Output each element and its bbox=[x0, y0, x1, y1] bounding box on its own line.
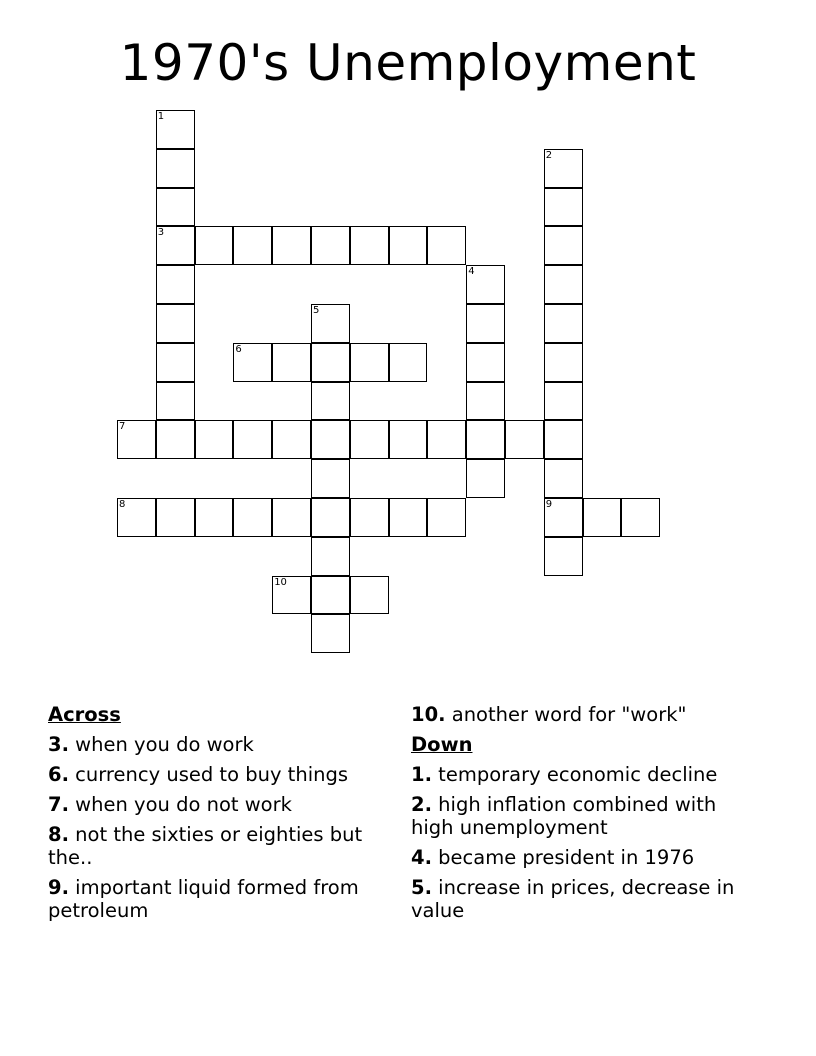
grid-cell[interactable] bbox=[466, 343, 505, 382]
grid-cell[interactable] bbox=[233, 498, 272, 537]
grid-cell[interactable] bbox=[156, 382, 195, 421]
grid-cell[interactable] bbox=[117, 498, 156, 537]
puzzle-title: 1970's Unemployment bbox=[119, 34, 697, 92]
grid-cell[interactable] bbox=[389, 226, 428, 265]
grid-cell[interactable] bbox=[311, 382, 350, 421]
grid-cell[interactable] bbox=[544, 382, 583, 421]
grid-cell[interactable] bbox=[156, 149, 195, 188]
clue-item-text: not the sixties or eighties but the.. bbox=[48, 823, 363, 869]
grid-cell[interactable] bbox=[156, 420, 195, 459]
grid-cell[interactable] bbox=[544, 149, 583, 188]
down-clue-list bbox=[411, 763, 751, 922]
grid-cell[interactable] bbox=[233, 343, 272, 382]
clue-item bbox=[48, 876, 378, 922]
clue-item-number: 1. bbox=[411, 763, 432, 786]
grid-cell[interactable] bbox=[195, 226, 234, 265]
grid-cell[interactable] bbox=[233, 226, 272, 265]
across-heading: Across bbox=[48, 703, 121, 726]
clue-item bbox=[48, 793, 378, 816]
grid-cell[interactable] bbox=[505, 420, 544, 459]
grid-cell[interactable] bbox=[272, 498, 311, 537]
clue-item-text: currency used to buy things bbox=[68, 763, 349, 786]
clue-item-number: 4. bbox=[411, 846, 432, 869]
grid-cell[interactable] bbox=[195, 498, 234, 537]
clue-item bbox=[48, 763, 378, 786]
grid-cell[interactable] bbox=[621, 498, 660, 537]
clue-item-text: another word for "work" bbox=[445, 703, 687, 726]
clue-item-number: 3. bbox=[48, 733, 69, 756]
grid-cell[interactable] bbox=[466, 265, 505, 304]
grid-cell[interactable] bbox=[544, 304, 583, 343]
clue-item bbox=[411, 703, 751, 726]
grid-cell[interactable] bbox=[350, 420, 389, 459]
grid-cell[interactable] bbox=[311, 614, 350, 653]
clue-item-number: 6. bbox=[48, 763, 69, 786]
clue-item-text: became president in 1976 bbox=[431, 846, 695, 869]
grid-cell[interactable] bbox=[389, 343, 428, 382]
grid-cell[interactable] bbox=[544, 537, 583, 576]
clue-item-text: temporary economic decline bbox=[431, 763, 718, 786]
across-clue-list-continued bbox=[411, 703, 751, 726]
grid-cell[interactable] bbox=[311, 226, 350, 265]
clue-number: 5 bbox=[313, 305, 320, 316]
grid-cell[interactable] bbox=[544, 420, 583, 459]
grid-cell[interactable] bbox=[544, 226, 583, 265]
clue-item bbox=[48, 823, 378, 869]
clue-item bbox=[411, 876, 751, 922]
clue-item-number: 5. bbox=[411, 876, 432, 899]
grid-cell[interactable] bbox=[544, 498, 583, 537]
grid-cell[interactable] bbox=[466, 459, 505, 498]
grid-cell[interactable] bbox=[195, 420, 234, 459]
clue-item bbox=[411, 763, 751, 786]
grid-cell[interactable] bbox=[389, 498, 428, 537]
grid-cell[interactable] bbox=[272, 420, 311, 459]
grid-cell[interactable] bbox=[117, 420, 156, 459]
grid-cell[interactable] bbox=[156, 110, 195, 149]
grid-cell[interactable] bbox=[544, 265, 583, 304]
clue-item-number: 9. bbox=[48, 876, 69, 899]
clue-item-number: 10. bbox=[411, 703, 446, 726]
grid-cell[interactable] bbox=[311, 537, 350, 576]
grid-cell[interactable] bbox=[311, 498, 350, 537]
grid-cell[interactable] bbox=[389, 420, 428, 459]
grid-cell[interactable] bbox=[427, 226, 466, 265]
clue-number: 9 bbox=[545, 499, 553, 510]
clues-left-column bbox=[48, 703, 378, 929]
clue-item-text: when you do work bbox=[68, 733, 254, 756]
clue-number: 2 bbox=[545, 149, 553, 161]
grid-cell[interactable] bbox=[156, 343, 195, 382]
across-clue-list bbox=[48, 733, 378, 922]
grid-cell[interactable] bbox=[466, 382, 505, 421]
grid-cell[interactable] bbox=[466, 420, 505, 459]
grid-cell[interactable] bbox=[156, 188, 195, 227]
clue-item-number: 2. bbox=[411, 793, 432, 816]
grid-cell[interactable] bbox=[311, 343, 350, 382]
clue-number: 7 bbox=[119, 421, 126, 433]
grid-cell[interactable] bbox=[156, 498, 195, 537]
grid-cell[interactable] bbox=[427, 498, 466, 537]
grid-cell[interactable] bbox=[311, 576, 350, 615]
grid-cell[interactable] bbox=[350, 576, 389, 615]
clue-number: 3 bbox=[157, 227, 165, 239]
clue-item-text: high inflation combined with high unemployment bbox=[411, 793, 717, 839]
grid-cell[interactable] bbox=[350, 343, 389, 382]
clue-number: 1 bbox=[157, 111, 165, 122]
clue-item-text: increase in prices, decrease in value bbox=[411, 876, 735, 922]
clue-number: 8 bbox=[119, 499, 126, 510]
clue-number: 10 bbox=[274, 576, 287, 588]
grid-cell[interactable] bbox=[156, 304, 195, 343]
clue-number: 4 bbox=[468, 266, 475, 278]
clue-number: 6 bbox=[235, 343, 242, 355]
clue-item bbox=[411, 846, 751, 869]
grid-cell[interactable] bbox=[311, 459, 350, 498]
clue-item bbox=[48, 733, 378, 756]
clues-right-column bbox=[411, 703, 751, 929]
grid-cell[interactable] bbox=[156, 226, 195, 265]
clue-item-text: important liquid formed from petroleum bbox=[48, 876, 359, 922]
grid-cell[interactable] bbox=[544, 459, 583, 498]
grid-cell[interactable] bbox=[583, 498, 622, 537]
grid-cell[interactable] bbox=[427, 420, 466, 459]
grid-cell[interactable] bbox=[350, 226, 389, 265]
clue-item-number: 8. bbox=[48, 823, 69, 846]
clue-item-text: when you do not work bbox=[68, 793, 292, 816]
grid-cell[interactable] bbox=[350, 498, 389, 537]
grid-cell[interactable] bbox=[311, 304, 350, 343]
grid-cell[interactable] bbox=[311, 420, 350, 459]
grid-cell[interactable] bbox=[544, 343, 583, 382]
grid-cell[interactable] bbox=[272, 226, 311, 265]
grid-cell[interactable] bbox=[156, 265, 195, 304]
grid-cell[interactable] bbox=[233, 420, 272, 459]
clue-item bbox=[411, 793, 751, 839]
grid-cell[interactable] bbox=[544, 188, 583, 227]
grid-cell[interactable] bbox=[272, 576, 311, 615]
clue-item-number: 7. bbox=[48, 793, 69, 816]
grid-cell[interactable] bbox=[466, 304, 505, 343]
grid-cell[interactable] bbox=[272, 343, 311, 382]
down-heading: Down bbox=[411, 733, 473, 756]
